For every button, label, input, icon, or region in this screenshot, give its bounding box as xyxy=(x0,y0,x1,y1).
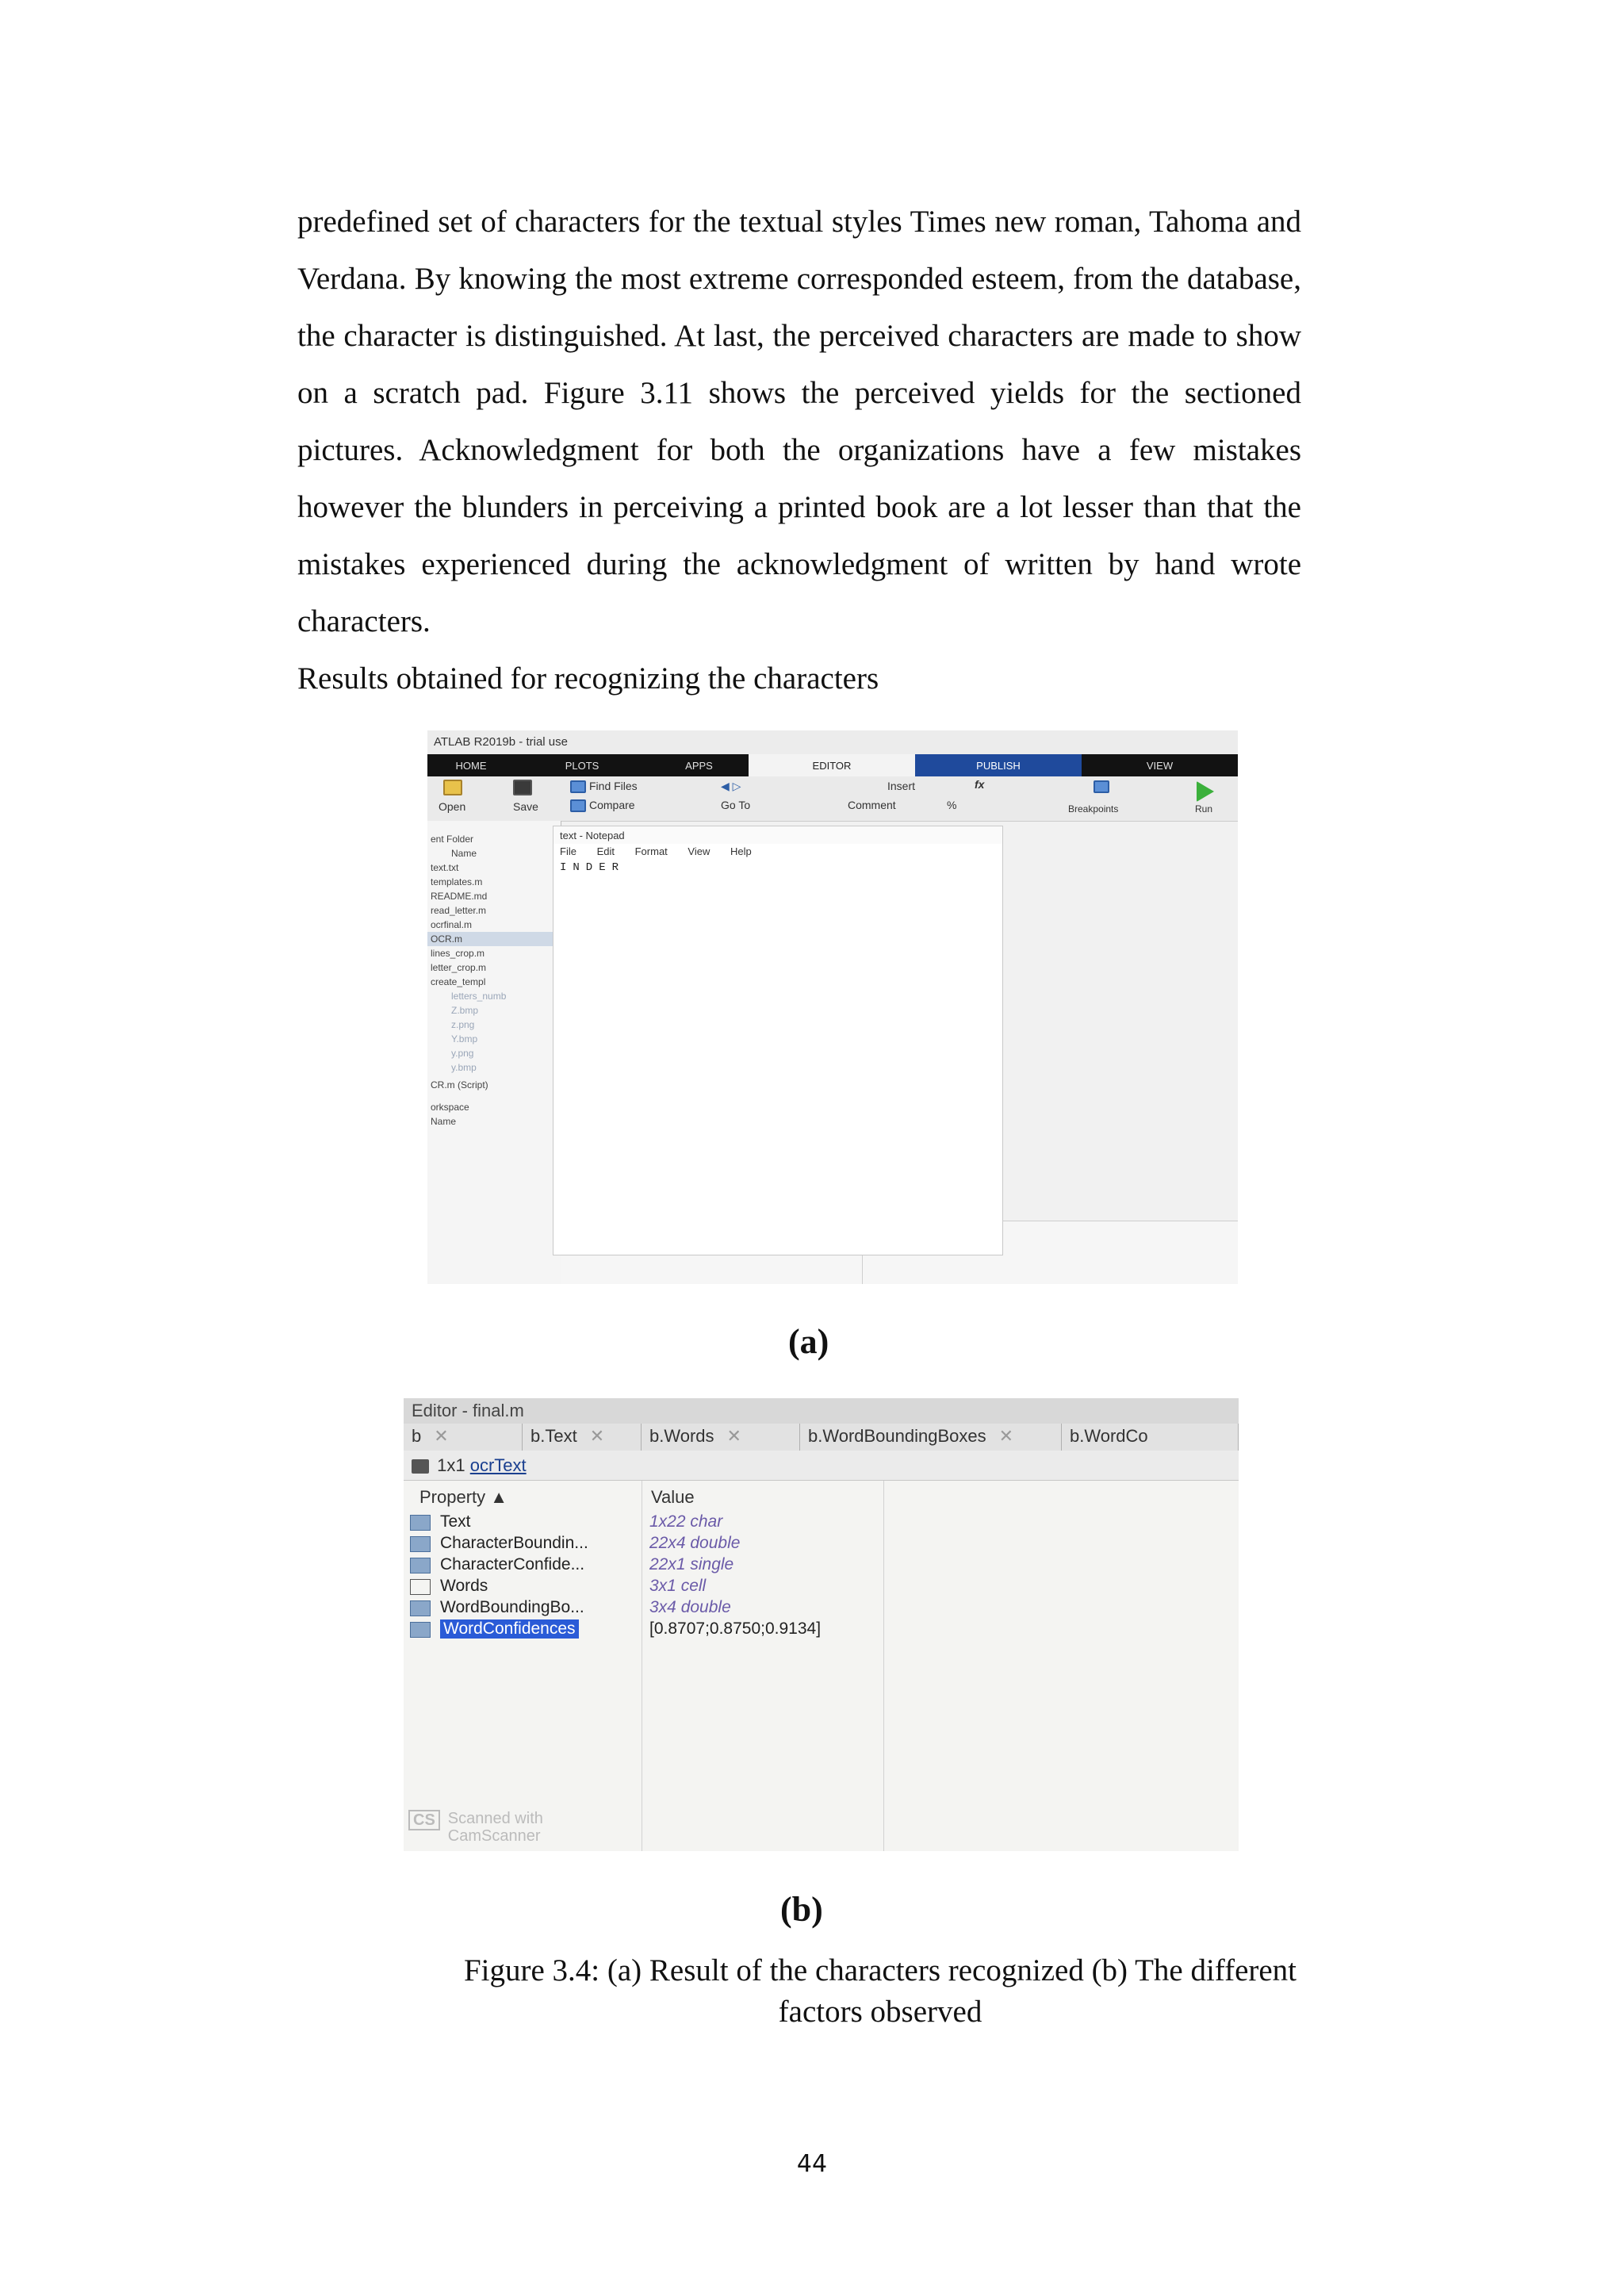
folder-icon xyxy=(443,780,462,795)
close-icon[interactable]: ✕ xyxy=(998,1426,1014,1446)
figure-b-screenshot xyxy=(404,1398,1239,1851)
menu-view[interactable]: View xyxy=(688,845,710,857)
grid-icon xyxy=(410,1536,431,1552)
file-item[interactable]: y.png xyxy=(451,1048,474,1059)
property-column-header[interactable]: Property ▲ xyxy=(419,1487,508,1507)
ocrtext-link[interactable]: ocrText xyxy=(469,1455,527,1475)
file-item[interactable]: README.md xyxy=(431,891,488,902)
property-name: WordBoundingBo... xyxy=(440,1598,584,1616)
run-button[interactable] xyxy=(1197,781,1217,802)
camscanner-logo: CS xyxy=(408,1810,440,1830)
matlab-tab-bar xyxy=(427,754,1238,776)
name-column-header[interactable]: Name xyxy=(451,848,477,859)
grid-icon xyxy=(410,1558,431,1573)
file-item[interactable]: templates.m xyxy=(431,876,483,887)
figure-b-label: (b) xyxy=(780,1890,823,1929)
find-files-button[interactable] xyxy=(570,780,638,793)
variable-size: 1x1 xyxy=(437,1455,465,1475)
tab-label: b.Text xyxy=(530,1426,577,1446)
percent-button[interactable]: % xyxy=(947,799,957,811)
compare-icon xyxy=(570,799,586,812)
file-item[interactable]: Z.bmp xyxy=(451,1005,479,1016)
close-icon[interactable]: ✕ xyxy=(434,1426,449,1446)
body-paragraph: predefined set of characters for the textual styles Times new roman, Tahoma and Verdana. By knowing the most extreme corresponded esteem, from the database, the character is distinguished. At last, the perceived characters are made to show on a scratch pad. Figure 3.11 shows the perceived yields for the sectioned pictures. Acknowledgment for both the organizations have a few mistakes however the blunders in perceiving a printed book are a lot lesser than that the mistakes experienced during the acknowledgment of written by hand wrote characters. xyxy=(297,205,1301,638)
table-row-selected[interactable] xyxy=(404,1619,1239,1641)
grid-icon xyxy=(410,1515,431,1531)
go-to-button[interactable]: Go To xyxy=(721,799,751,811)
tab-label: b.WordCo xyxy=(1070,1426,1148,1446)
editor-ribbon xyxy=(427,776,1238,822)
table-row[interactable] xyxy=(404,1598,1239,1619)
close-icon[interactable]: ✕ xyxy=(726,1426,741,1446)
menu-edit[interactable]: Edit xyxy=(596,845,615,857)
property-value: [0.8707;0.8750;0.9134] xyxy=(649,1619,822,1638)
tab-label: b.Words xyxy=(649,1426,714,1446)
table-row[interactable] xyxy=(404,1577,1239,1598)
breakpoints-icon[interactable] xyxy=(1094,780,1113,793)
table-row[interactable] xyxy=(404,1512,1239,1534)
value-column-header[interactable]: Value xyxy=(651,1487,695,1507)
file-item-selected[interactable]: OCR.m xyxy=(427,932,561,946)
figure-lead-text: Results obtained for recognizing the characters xyxy=(297,661,879,696)
save-label: Save xyxy=(513,800,538,813)
camscanner-watermark xyxy=(408,1810,543,1845)
figure-caption xyxy=(412,1950,1348,2033)
compare-label: Compare xyxy=(589,799,635,811)
insert-button[interactable]: Insert xyxy=(887,780,916,792)
current-folder-panel xyxy=(427,821,561,1284)
variable-path-bar xyxy=(404,1451,1239,1481)
breakpoints-label: Breakpoints xyxy=(1068,803,1119,815)
notepad-window xyxy=(553,826,1003,1255)
tab-b[interactable] xyxy=(404,1424,523,1451)
tab-b-words[interactable] xyxy=(642,1424,800,1451)
fx-button[interactable]: fx xyxy=(975,778,985,791)
variable-editor-title: Editor - final.m xyxy=(404,1398,1239,1424)
watermark-line-2: CamScanner xyxy=(447,1827,541,1845)
table-row[interactable] xyxy=(404,1534,1239,1555)
file-item[interactable]: create_templ xyxy=(431,976,486,987)
file-item[interactable]: lines_crop.m xyxy=(431,948,485,959)
find-files-label: Find Files xyxy=(589,780,638,792)
caption-line-1: Figure 3.4: (a) Result of the characters recognized (b) The different xyxy=(463,1953,1297,1987)
figure-a-label: (a) xyxy=(788,1322,829,1361)
property-name: CharacterBoundin... xyxy=(440,1534,588,1552)
menu-file[interactable]: File xyxy=(560,845,576,857)
current-folder-header: ent Folder xyxy=(431,834,474,845)
tab-view[interactable]: VIEW xyxy=(1146,760,1174,772)
tab-editor[interactable]: EDITOR xyxy=(749,754,915,776)
tab-publish[interactable]: PUBLISH xyxy=(915,754,1082,776)
grid-icon xyxy=(410,1600,431,1616)
tab-home[interactable]: HOME xyxy=(455,760,487,772)
menu-format[interactable]: Format xyxy=(634,845,668,857)
file-item[interactable]: ocrfinal.m xyxy=(431,919,473,930)
tab-apps[interactable]: APPS xyxy=(685,760,713,772)
tab-label: b.WordBoundingBoxes xyxy=(808,1426,986,1446)
matlab-title: ATLAB R2019b - trial use xyxy=(427,730,1238,754)
property-value: 3x1 cell xyxy=(649,1577,707,1595)
struct-icon xyxy=(412,1459,429,1474)
property-name: Words xyxy=(440,1577,488,1595)
tab-label: b xyxy=(412,1426,422,1446)
folder-item[interactable]: letters_numb xyxy=(451,991,507,1002)
figure-a-screenshot xyxy=(427,730,1238,1284)
tab-b-wordconfidences[interactable] xyxy=(1062,1424,1239,1451)
details-label: CR.m (Script) xyxy=(431,1079,488,1091)
tab-b-text[interactable] xyxy=(523,1424,642,1451)
close-icon[interactable]: ✕ xyxy=(589,1426,605,1446)
cell-icon xyxy=(410,1579,431,1595)
save-icon xyxy=(513,780,532,795)
save-button[interactable] xyxy=(513,780,535,795)
back-forward-arrows-icon[interactable]: ◀ ▷ xyxy=(721,780,741,792)
run-icon xyxy=(1197,781,1214,802)
open-label: Open xyxy=(439,800,466,813)
compare-button[interactable] xyxy=(570,799,635,812)
page-number: 44 xyxy=(796,2150,828,2178)
workspace-name-column[interactable]: Name xyxy=(431,1116,457,1127)
file-item[interactable]: y.bmp xyxy=(451,1062,477,1073)
file-item[interactable]: Y.bmp xyxy=(451,1033,478,1045)
notepad-menu xyxy=(553,844,1002,860)
caption-line-2: factors observed xyxy=(778,1995,982,2029)
tab-plots[interactable]: PLOTS xyxy=(565,760,599,772)
file-item[interactable]: z.png xyxy=(451,1019,475,1030)
property-value: 3x4 double xyxy=(649,1598,731,1616)
watermark-line-1: Scanned with xyxy=(447,1810,543,1827)
property-value: 1x22 char xyxy=(649,1512,723,1531)
property-value: 22x4 double xyxy=(649,1534,741,1552)
property-value: 22x1 single xyxy=(649,1555,734,1573)
menu-help[interactable]: Help xyxy=(730,845,752,857)
file-item[interactable]: letter_crop.m xyxy=(431,962,487,973)
table-row[interactable] xyxy=(404,1555,1239,1577)
file-item[interactable]: text.txt xyxy=(431,862,459,873)
find-files-icon xyxy=(570,780,586,793)
workspace-header: orkspace xyxy=(431,1102,469,1113)
run-label: Run xyxy=(1195,803,1213,815)
variable-tabs xyxy=(404,1424,1239,1451)
file-item[interactable]: read_letter.m xyxy=(431,905,487,916)
tab-b-wordboundingboxes[interactable] xyxy=(800,1424,1062,1451)
property-grid xyxy=(404,1481,1239,1851)
comment-button[interactable]: Comment xyxy=(848,799,896,811)
notepad-title: text - Notepad xyxy=(553,826,1002,844)
open-button[interactable] xyxy=(443,780,465,795)
property-name: WordConfidences xyxy=(440,1619,579,1639)
property-name: CharacterConfide... xyxy=(440,1555,585,1573)
notepad-content[interactable]: INDER xyxy=(560,861,626,874)
grid-icon xyxy=(410,1622,431,1638)
property-name: Text xyxy=(440,1512,471,1531)
